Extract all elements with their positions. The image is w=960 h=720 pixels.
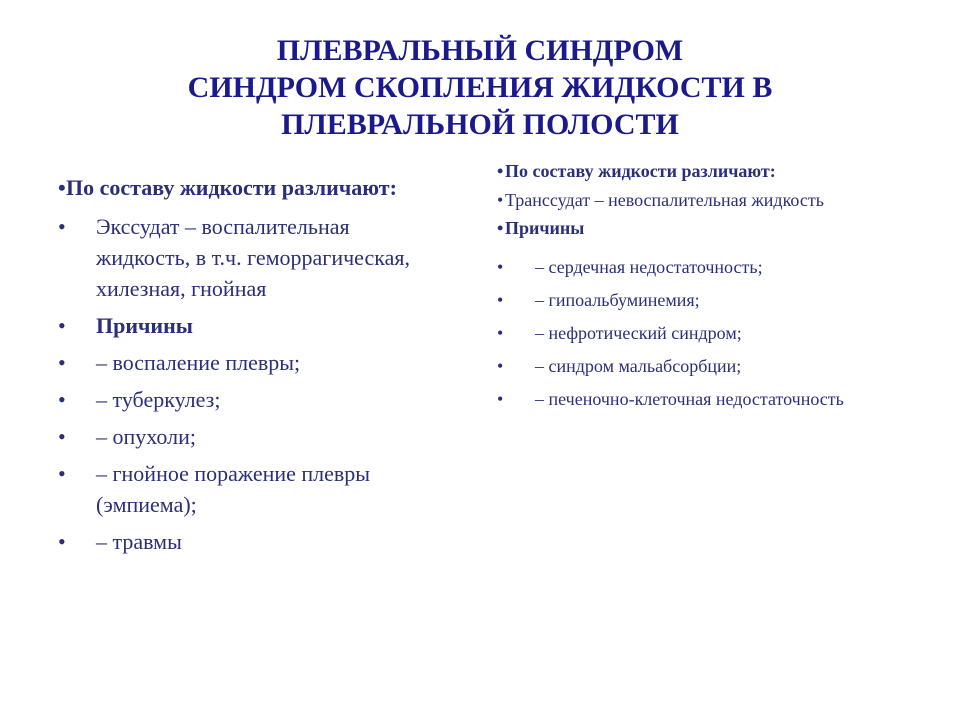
right-heading	[497, 158, 897, 185]
list-item	[58, 310, 428, 341]
bullet-icon: •	[497, 190, 504, 210]
slide-title	[0, 32, 960, 143]
left-heading-text: По составу жидкости различают:	[66, 175, 397, 200]
right-cause-2: – гипоальбуминемия;	[535, 290, 700, 310]
left-cause-5: – травмы	[96, 529, 182, 554]
left-column	[58, 172, 428, 563]
list-item	[58, 526, 428, 557]
left-cause-2: – туберкулез;	[96, 387, 221, 412]
list-item	[497, 386, 897, 413]
title-line-2: СИНДРОМ СКОПЛЕНИЯ ЖИДКОСТИ В	[187, 71, 773, 104]
bullet-icon: •	[497, 389, 504, 409]
right-column	[497, 158, 897, 419]
title-line-3: ПЛЕВРАЛЬНОЙ ПОЛОСТИ	[281, 108, 679, 141]
list-item	[58, 211, 428, 304]
list-item	[497, 287, 897, 314]
bullet-icon: •	[58, 313, 66, 338]
list-item	[497, 215, 897, 242]
list-item	[497, 187, 897, 214]
bullet-icon: •	[58, 175, 66, 200]
right-cause-4: – синдром мальабсорбции;	[535, 356, 742, 376]
title-line-1: ПЛЕВРАЛЬНЫЙ СИНДРОМ	[276, 34, 684, 67]
bullet-icon: •	[58, 387, 66, 412]
list-item	[497, 254, 897, 281]
bullet-icon: •	[497, 161, 504, 181]
bullet-icon: •	[58, 350, 66, 375]
bullet-icon: •	[497, 218, 504, 238]
right-cause-5: – печеночно-клеточная недостаточность	[535, 389, 844, 409]
right-causes-label: Причины	[505, 218, 585, 238]
right-heading-text: По составу жидкости различают:	[505, 161, 776, 181]
bullet-icon: •	[497, 257, 504, 277]
left-heading	[58, 172, 428, 203]
list-item	[497, 320, 897, 347]
bullet-icon: •	[58, 214, 66, 239]
exudate-text: Экссудат – воспалительная жидкость, в т.ч. геморрагическая, хилезная, гнойная	[96, 214, 410, 301]
list-item	[58, 384, 428, 415]
right-cause-1: – сердечная недостаточность;	[535, 257, 763, 277]
bullet-icon: •	[58, 461, 66, 486]
list-item	[58, 458, 428, 520]
transudate-text: Транссудат – невоспалительная жидкость	[505, 190, 824, 210]
left-causes-label: Причины	[96, 313, 193, 338]
left-cause-1: – воспаление плевры;	[96, 350, 301, 375]
list-item	[58, 421, 428, 452]
bullet-icon: •	[497, 323, 504, 343]
left-cause-3: – опухоли;	[96, 424, 197, 449]
bullet-icon: •	[497, 356, 504, 376]
list-item	[58, 347, 428, 378]
left-cause-4: – гнойное поражение плевры (эмпиема);	[96, 461, 371, 517]
list-item	[497, 353, 897, 380]
bullet-icon: •	[58, 529, 66, 554]
bullet-icon: •	[497, 290, 504, 310]
right-cause-3: – нефротический синдром;	[535, 323, 742, 343]
bullet-icon: •	[58, 424, 66, 449]
